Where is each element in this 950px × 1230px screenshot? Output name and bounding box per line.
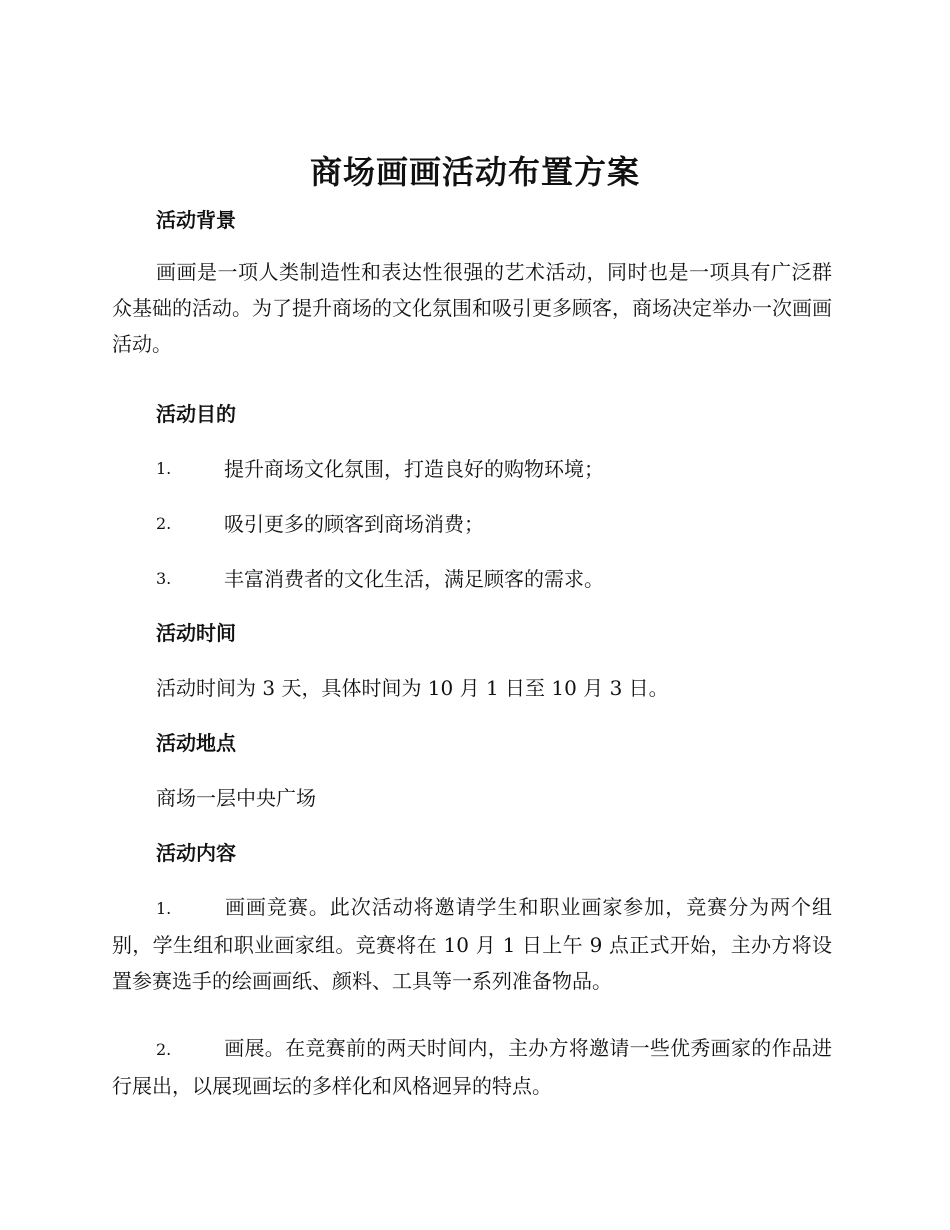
list-text: 画画竞赛。此次活动将邀请学生和职业画家参加，竞赛分为两个组别，学生组和职业画家组。竞赛将在 10 月 1 日上午 9 点正式开始，主办方将设置参赛选手的绘画画纸、颜料、工具等一系列准备物品。	[112, 895, 832, 993]
location-text: 商场一层中央广场	[156, 786, 316, 810]
heading-time: 活动时间	[156, 621, 236, 645]
heading-purpose: 活动目的	[156, 402, 236, 426]
background-paragraph: 画画是一项人类制造性和表达性很强的艺术活动，同时也是一项具有广泛群众基础的活动。为了提升商场的文化氛围和吸引更多顾客，商场决定举办一次画画活动。	[112, 260, 832, 356]
heading-location: 活动地点	[156, 731, 236, 755]
list-text: 画展。在竞赛前的两天时间内，主办方将邀请一些优秀画家的作品进行展出，以展现画坛的多样化和风格迥异的特点。	[112, 1036, 832, 1098]
list-text: 吸引更多的顾客到商场消费；	[224, 512, 484, 536]
heading-content: 活动内容	[156, 841, 236, 865]
heading-background: 活动背景	[156, 208, 236, 232]
list-text: 提升商场文化氛围，打造良好的购物环境；	[224, 457, 604, 481]
list-number: 1.	[156, 459, 172, 478]
content-item	[112, 889, 832, 999]
list-number: 1.	[156, 899, 172, 918]
list-number: 2.	[156, 1040, 172, 1059]
list-number: 3.	[156, 569, 172, 588]
list-text: 丰富消费者的文化生活，满足顾客的需求。	[224, 567, 604, 591]
time-text: 活动时间为 3 天，具体时间为 10 月 1 日至 10 月 3 日。	[156, 676, 669, 700]
list-number: 2.	[156, 514, 172, 533]
content-item	[112, 1030, 832, 1104]
document-title: 商场画画活动布置方案	[309, 153, 640, 191]
